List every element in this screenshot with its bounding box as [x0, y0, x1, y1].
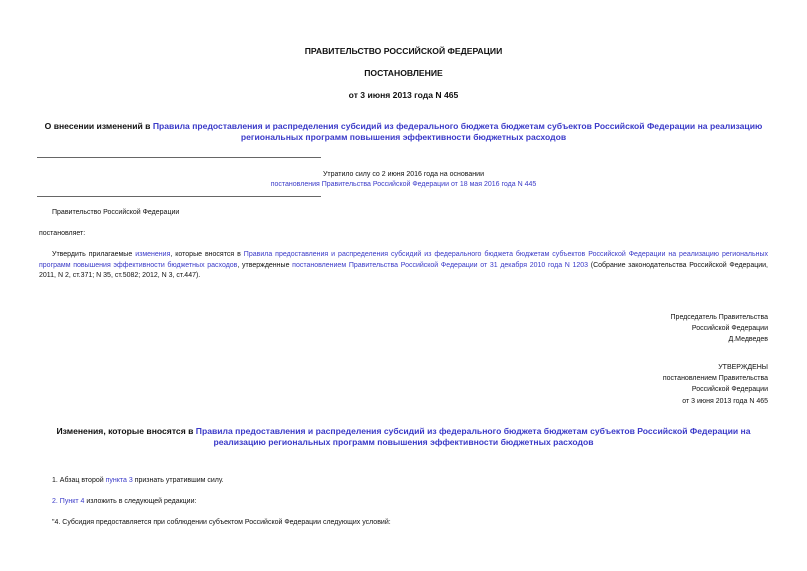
approval-block: [663, 362, 768, 407]
item-2-suffix: изложить в следующей редакции:: [84, 498, 197, 505]
signature-position-2: Российской Федерации: [691, 325, 768, 333]
decree-1203-link[interactable]: постановлением Правительства Российской Федерации от 31 декабря 2010 года N 1203: [292, 261, 589, 269]
status-line-1: Утратило силу со 2 июня 2016 года на основании: [322, 171, 484, 178]
main-paragraph-mid2: , утвержденные: [237, 261, 293, 269]
rules-link-body[interactable]: Правила предоставления и распределения субсидий из федерального бюджета бюджетам субъектов Российской Федерации на реализацию региональных программ повышения эффективности бюджетных расходов: [39, 251, 768, 269]
changes-link[interactable]: изменения: [135, 251, 171, 258]
item-3: "4. Субсидия предоставляется при соблюдении субъектом Российской Федерации следующих условий:: [52, 519, 391, 526]
main-paragraph-mid: , которые вносятся в: [170, 251, 244, 258]
item-2: [52, 497, 196, 508]
main-paragraph-start: Утвердить прилагаемые: [52, 251, 136, 258]
item-1-prefix: 1. Абзац второй: [52, 477, 106, 484]
changes-rules-link[interactable]: Правила предоставления и распределения субсидий из федерального бюджета бюджетам субъектов Российской Федерации на реализацию региональных программ повышения эффективности бюджетных расходов: [195, 426, 751, 447]
decrees-label: постановляет:: [39, 230, 86, 237]
item-1-suffix: признать утратившим силу.: [132, 477, 224, 484]
issuer-heading: ПРАВИТЕЛЬСТВО РОССИЙСКОЙ ФЕДЕРАЦИИ: [304, 46, 503, 56]
main-paragraph: [39, 250, 768, 282]
status-line-2: [0, 180, 807, 191]
government-label: Правительство Российской Федерации: [52, 209, 180, 216]
approval-line-3: Российской Федерации: [691, 386, 768, 394]
document-type-heading: ПОСТАНОВЛЕНИЕ: [364, 68, 443, 78]
document-title: [40, 121, 767, 143]
point-3-link[interactable]: пункта 3: [105, 477, 133, 484]
document-date-number: от 3 июня 2013 года N 465: [348, 90, 459, 100]
separator-line-bottom: [37, 196, 321, 197]
approval-line-1: УТВЕРЖДЕНЫ: [718, 364, 768, 371]
point-4-link[interactable]: Пункт 4: [59, 498, 85, 505]
signature-position-1: Председатель Правительства: [670, 314, 768, 321]
item-1: [52, 476, 224, 487]
approval-line-2: постановлением Правительства: [662, 375, 768, 383]
item-2-number: 2.: [52, 498, 60, 505]
repeal-decree-link[interactable]: постановления Правительства Российской Федерации от 18 мая 2016 года N 445: [270, 181, 537, 188]
changes-title: [40, 426, 767, 448]
separator-line-top: [37, 157, 321, 158]
signature-block: [671, 312, 768, 346]
approval-line-4: от 3 июня 2013 года N 465: [682, 397, 768, 405]
main-paragraph-end: (Собрание законодательства Российской Федерации, 2011, N 2, ст.371; N 35, ст.5082; 2012, N 3, ст.447).: [39, 261, 768, 279]
signature-name: Д.Медведев: [728, 336, 768, 344]
rules-link[interactable]: Правила предоставления и распределения субсидий из федерального бюджета бюджетам субъектов Российской Федерации на реализацию региональных программ повышения эффективности бюджетных расходов: [152, 121, 763, 142]
changes-title-prefix: Изменения, которые вносятся в: [56, 426, 196, 436]
document-title-prefix: О внесении изменений в: [44, 121, 153, 131]
